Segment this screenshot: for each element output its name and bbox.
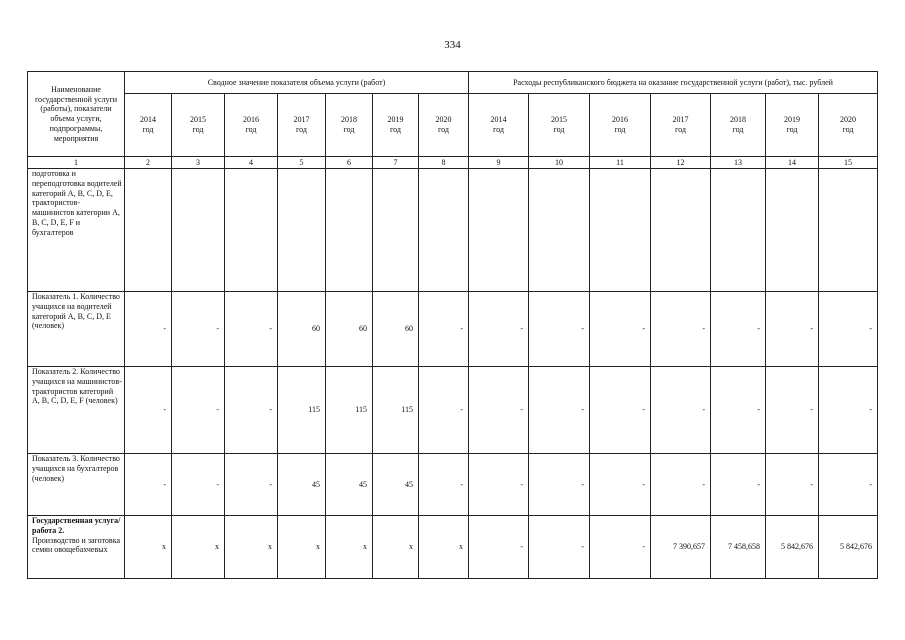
row-name-cell xyxy=(28,516,125,579)
value-cell xyxy=(766,169,819,292)
value-cell: 115 xyxy=(326,367,373,454)
header-year-cell: 2020 год xyxy=(419,94,469,157)
header-year-cell: 2020 год xyxy=(819,94,878,157)
row-name-cell xyxy=(28,292,125,367)
value-cell xyxy=(278,169,326,292)
value-cell xyxy=(326,169,373,292)
value-cell xyxy=(469,169,529,292)
column-number-cell: 3 xyxy=(172,157,225,169)
value-cell: 45 xyxy=(278,454,326,516)
row-name-text: Производство и заготовка семян овощебахчевых xyxy=(32,535,121,555)
value-cell: - xyxy=(529,367,590,454)
value-cell xyxy=(590,169,651,292)
value-cell: - xyxy=(125,454,172,516)
value-cell xyxy=(125,169,172,292)
header-year-cell: 2015 год xyxy=(529,94,590,157)
column-number-cell: 2 xyxy=(125,157,172,169)
value-cell xyxy=(651,169,711,292)
value-cell: - xyxy=(419,454,469,516)
column-number-cell: 7 xyxy=(373,157,419,169)
value-cell: 115 xyxy=(373,367,419,454)
value-cell: - xyxy=(590,454,651,516)
value-cell: - xyxy=(711,454,766,516)
column-number-cell: 10 xyxy=(529,157,590,169)
value-cell: - xyxy=(529,292,590,367)
value-cell xyxy=(373,169,419,292)
header-expenses-group: Расходы республиканского бюджета на оказание государственной услуги (работ), тыс. рублей xyxy=(469,72,878,94)
value-cell: 60 xyxy=(326,292,373,367)
value-cell: - xyxy=(651,292,711,367)
table-row xyxy=(28,516,878,579)
row-name-cell xyxy=(28,367,125,454)
header-year-cell: 2019 год xyxy=(766,94,819,157)
column-number-cell: 6 xyxy=(326,157,373,169)
value-cell: - xyxy=(172,454,225,516)
header-name-column: Наименование государственной услуги (работы), показатели объема услуги, подпрограммы, мероприятия xyxy=(28,72,125,157)
value-cell: - xyxy=(766,367,819,454)
row-name-text: Показатель 3. Количество учащихся на бухгалтеров (человек) xyxy=(32,454,120,483)
value-cell: - xyxy=(819,292,878,367)
value-cell: - xyxy=(590,516,651,579)
value-cell: - xyxy=(711,367,766,454)
value-cell: - xyxy=(819,367,878,454)
value-cell: x xyxy=(419,516,469,579)
value-cell: - xyxy=(419,292,469,367)
value-cell: x xyxy=(125,516,172,579)
value-cell: 7 458,658 xyxy=(711,516,766,579)
header-year-cell: 2015 год xyxy=(172,94,225,157)
value-cell: - xyxy=(172,292,225,367)
value-cell: - xyxy=(529,454,590,516)
value-cell: 60 xyxy=(278,292,326,367)
value-cell: x xyxy=(278,516,326,579)
header-year-cell: 2016 год xyxy=(590,94,651,157)
page-number: 334 xyxy=(444,39,461,51)
value-cell: x xyxy=(326,516,373,579)
table-row xyxy=(28,292,878,367)
table-row xyxy=(28,169,878,292)
value-cell: - xyxy=(651,454,711,516)
header-year-cell: 2017 год xyxy=(651,94,711,157)
value-cell: - xyxy=(469,516,529,579)
row-name-cell xyxy=(28,454,125,516)
value-cell xyxy=(172,169,225,292)
value-cell: 45 xyxy=(326,454,373,516)
column-number-cell: 9 xyxy=(469,157,529,169)
value-cell xyxy=(419,169,469,292)
column-number-cell: 15 xyxy=(819,157,878,169)
value-cell xyxy=(225,169,278,292)
value-cell: - xyxy=(469,454,529,516)
value-cell: - xyxy=(172,367,225,454)
header-year-cell: 2019 год xyxy=(373,94,419,157)
value-cell: - xyxy=(225,367,278,454)
value-cell xyxy=(819,169,878,292)
value-cell: 5 842,676 xyxy=(819,516,878,579)
services-table xyxy=(27,71,878,579)
row-name-text: подготовка и переподготовка водителей категорий A, B, C, D, E, трактористов-машинистов категории A, B, C, D, E, F и бухгалтеров xyxy=(32,169,122,237)
header-numbers-row xyxy=(28,157,878,169)
value-cell: 45 xyxy=(373,454,419,516)
column-number-cell: 8 xyxy=(419,157,469,169)
value-cell: 60 xyxy=(373,292,419,367)
value-cell: - xyxy=(711,292,766,367)
header-year-cell: 2017 год xyxy=(278,94,326,157)
value-cell: x xyxy=(172,516,225,579)
value-cell: - xyxy=(469,367,529,454)
header-years-row xyxy=(28,94,878,157)
column-number-cell: 14 xyxy=(766,157,819,169)
value-cell: 115 xyxy=(278,367,326,454)
column-number-cell: 11 xyxy=(590,157,651,169)
column-number-cell: 1 xyxy=(28,157,125,169)
value-cell: - xyxy=(529,516,590,579)
column-number-cell: 12 xyxy=(651,157,711,169)
value-cell: x xyxy=(373,516,419,579)
value-cell: - xyxy=(766,292,819,367)
column-number-cell: 13 xyxy=(711,157,766,169)
value-cell: - xyxy=(125,292,172,367)
table-row xyxy=(28,367,878,454)
column-number-cell: 4 xyxy=(225,157,278,169)
value-cell: 7 390,657 xyxy=(651,516,711,579)
value-cell: - xyxy=(766,454,819,516)
table-row xyxy=(28,454,878,516)
header-year-cell: 2016 год xyxy=(225,94,278,157)
header-year-cell: 2018 год xyxy=(711,94,766,157)
header-year-cell: 2018 год xyxy=(326,94,373,157)
value-cell: x xyxy=(225,516,278,579)
row-name-text: Показатель 2. Количество учащихся на машинистов-трактористов категорий A, B, C, D, E, F (человек) xyxy=(32,367,122,406)
header-year-cell: 2014 год xyxy=(125,94,172,157)
table-body xyxy=(28,169,878,579)
column-number-cell: 5 xyxy=(278,157,326,169)
row-name-cell xyxy=(28,169,125,292)
value-cell: - xyxy=(225,454,278,516)
header-year-cell: 2014 год xyxy=(469,94,529,157)
value-cell: - xyxy=(651,367,711,454)
value-cell xyxy=(711,169,766,292)
row-service-title: Государственная услуга/работа 2. xyxy=(32,516,121,535)
header-volume-group: Сводное значение показателя объема услуги (работ) xyxy=(125,72,469,94)
value-cell: - xyxy=(225,292,278,367)
value-cell xyxy=(529,169,590,292)
value-cell: - xyxy=(125,367,172,454)
value-cell: - xyxy=(819,454,878,516)
value-cell: 5 842,676 xyxy=(766,516,819,579)
value-cell: - xyxy=(590,367,651,454)
value-cell: - xyxy=(590,292,651,367)
row-name-text: Показатель 1. Количество учащихся на водителей категорий A, B, C, D, E (человек) xyxy=(32,292,120,331)
value-cell: - xyxy=(419,367,469,454)
value-cell: - xyxy=(469,292,529,367)
